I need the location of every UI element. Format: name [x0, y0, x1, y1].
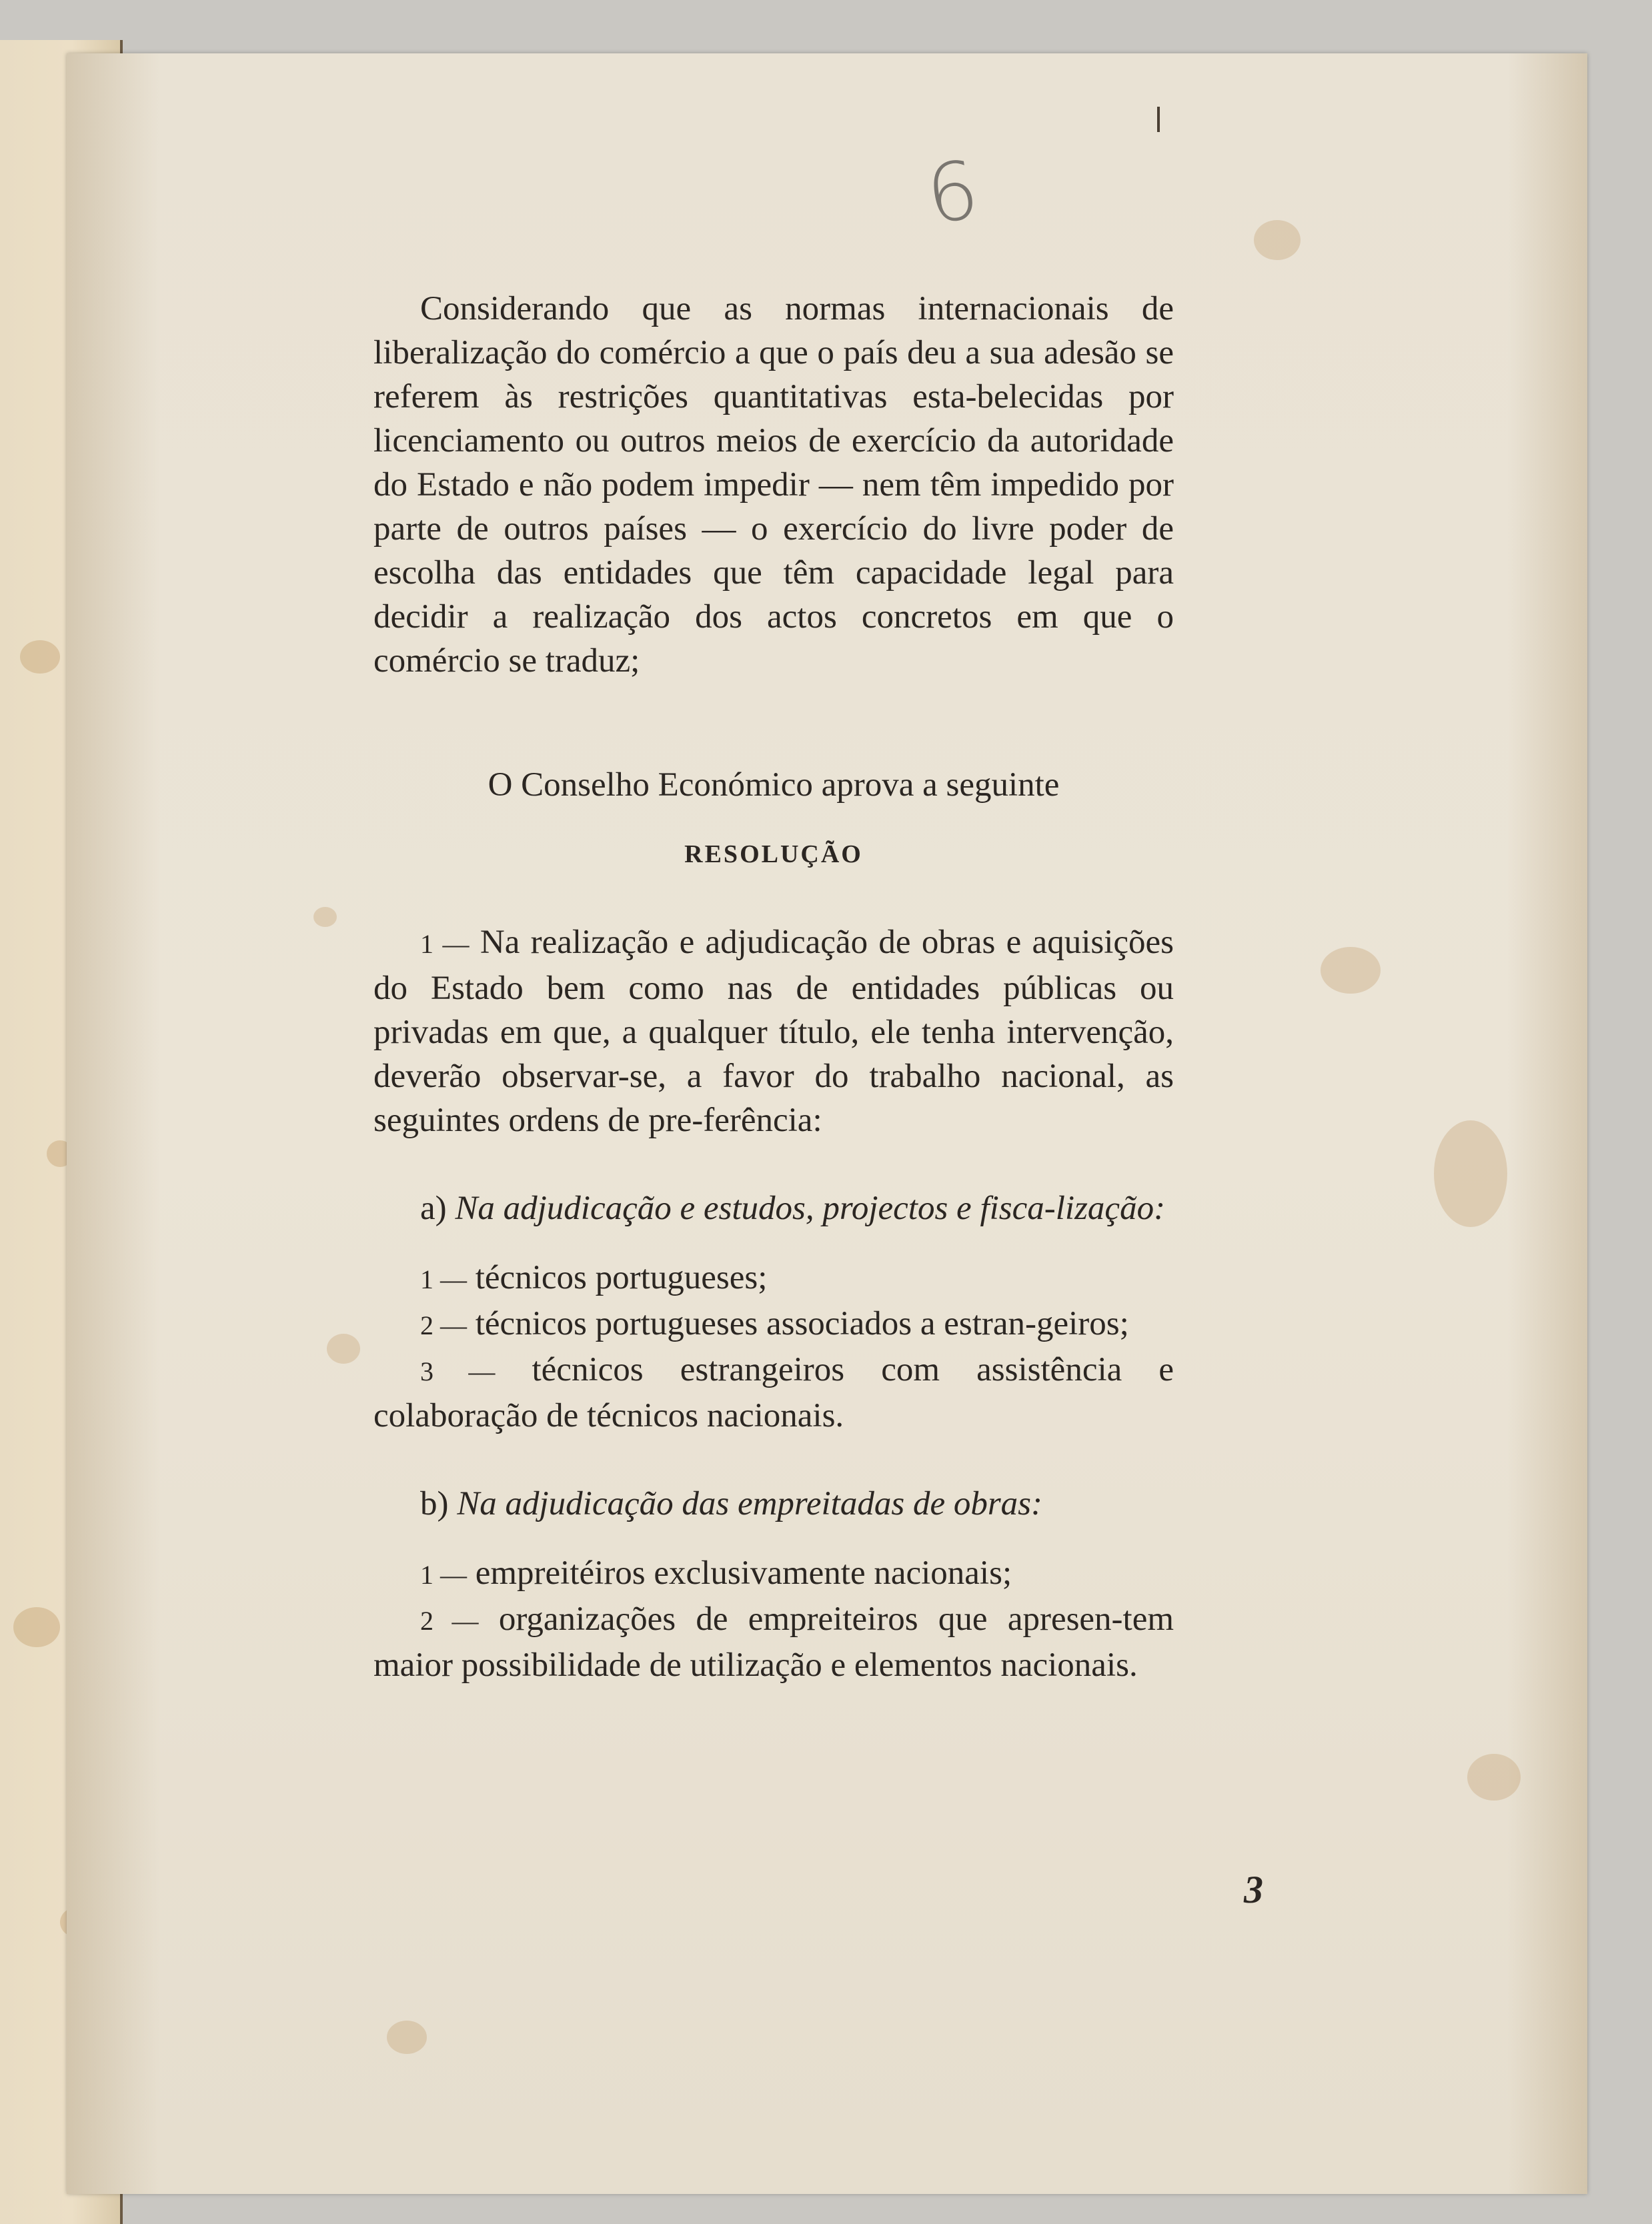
considerando-paragraph: Considerando que as normas internacionais de liberalização do comércio a que o país deu a sua adesão se referem às restrições quantitativas esta-belecidas por licenciamento ou outros meios de exercício da autoridade do Estado e não podem impedir — nem têm impedido por parte de outros países — o exercício do livre poder de escolha das entidades que têm capacidade legal para decidir a realização dos actos concretos em que o comércio se traduz;: [373, 290, 1174, 680]
page-left-shading: [67, 53, 160, 2194]
item-1-number: 1 —: [420, 929, 470, 959]
section-a-item-number: 1 —: [420, 1264, 467, 1294]
section-a-item-text: técnicos estrangeiros com assistência e colaboração de técnicos nacionais.: [373, 1351, 1174, 1434]
section-b-label: b): [420, 1485, 449, 1522]
conselho-statement: O Conselho Económico aprova a seguinte: [488, 766, 1060, 804]
section-b-item: [373, 1597, 1174, 1687]
section-a-item-number: 2 —: [420, 1310, 467, 1340]
section-a-title-text: Na adjudicação e estudos, projectos e fisca-lização:: [455, 1190, 1166, 1227]
section-b-title-text: Na adjudicação das empreitadas de obras:: [457, 1485, 1043, 1522]
section-b-title: [373, 1482, 1174, 1526]
handwritten-page-mark: 6: [920, 143, 984, 243]
section-a-item-text: técnicos portugueses associados a estran-geiros;: [475, 1305, 1129, 1342]
item-1-text: Na realização e adjudicação de obras e aquisições do Estado bem como nas de entidades públicas ou privadas em que, a qualquer título, ele tenha intervenção, deverão observar-se, a favor do trabalho nacional, as seguintes ordens de pre-ferência:: [373, 924, 1174, 1139]
section-a-item: [373, 1302, 1174, 1348]
item-1-paragraph: [373, 920, 1174, 1142]
resolucao-heading: RESOLUÇÃO: [684, 840, 863, 868]
document-body: [373, 287, 1174, 1687]
section-b-item: [373, 1551, 1174, 1597]
section-a-item: [373, 1348, 1174, 1438]
section-a-title: [373, 1186, 1174, 1230]
section-b-item-text: organizações de empreiteiros que apresen-tem maior possibilidade de utilização e elementos nacionais.: [373, 1600, 1174, 1684]
section-a-label: a): [420, 1190, 447, 1227]
section-a-item-text: técnicos portugueses;: [475, 1259, 768, 1296]
section-b-item-text: empreitéiros exclusivamente nacionais;: [475, 1554, 1012, 1592]
section-b-item-number: 1 —: [420, 1560, 467, 1590]
page-number: 3: [1244, 1868, 1263, 1911]
tick-mark: [1157, 107, 1160, 132]
page-right-shading: [1507, 53, 1587, 2194]
section-b-item-number: 2 —: [420, 1606, 479, 1636]
section-a-item-number: 3 —: [420, 1356, 496, 1386]
section-a-item: [373, 1256, 1174, 1302]
